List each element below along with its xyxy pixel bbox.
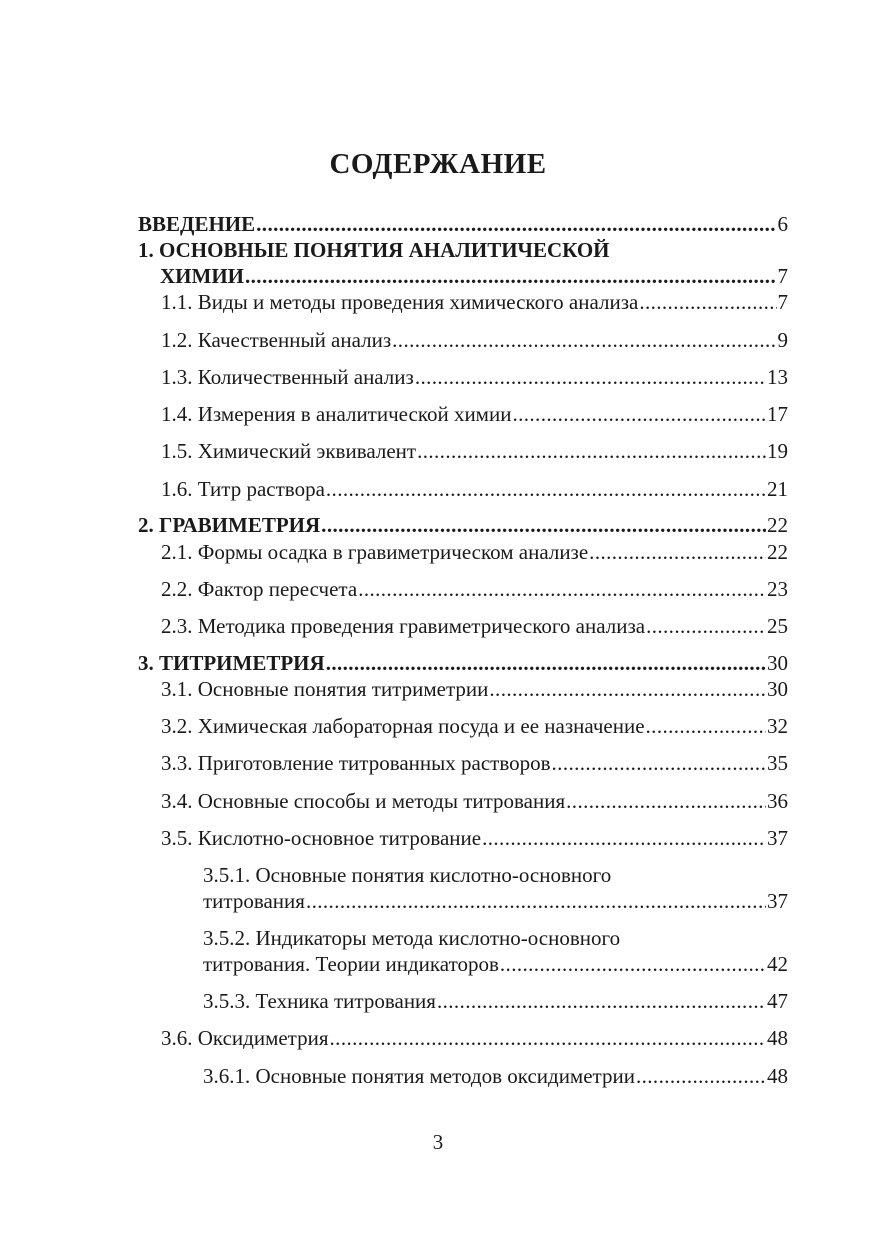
toc-entry-label: 3.3. Приготовление титрованных растворов <box>161 751 551 775</box>
toc-entry-page: 30 <box>767 677 788 701</box>
toc-entry-page: 19 <box>767 439 788 463</box>
toc-entry[interactable] <box>138 650 788 676</box>
toc-entry[interactable] <box>161 364 788 390</box>
toc-entry[interactable] <box>203 1063 788 1089</box>
toc-entry[interactable] <box>203 888 788 914</box>
toc-entry-page: 17 <box>767 402 788 426</box>
toc-entry[interactable] <box>138 512 788 538</box>
toc-entry-label: 1.4. Измерения в аналитической химии <box>161 402 512 426</box>
toc-entry[interactable] <box>161 825 788 851</box>
toc-entry-label: 3.6. Оксидиметрия <box>161 1026 329 1050</box>
toc-entry[interactable] <box>161 576 788 602</box>
toc-entry-label: 3.1. Основные понятия титриметрии <box>161 677 489 701</box>
toc-entry[interactable] <box>161 750 788 776</box>
toc-entry[interactable] <box>203 988 788 1014</box>
toc-entry-page: 22 <box>767 513 788 537</box>
toc-leader-dots <box>636 1063 766 1089</box>
toc-leader-dots <box>245 263 777 289</box>
toc-entry-label: 2.3. Методика проведения гравиметрического анализа <box>161 614 646 638</box>
toc-entry[interactable] <box>161 289 788 315</box>
toc-entry-page: 9 <box>777 328 788 352</box>
toc-entry-label: 1.1. Виды и методы проведения химического анализа <box>161 290 639 314</box>
toc-entry-label: ВВЕДЕНИЕ <box>138 212 256 236</box>
toc-entry-label: титрования <box>203 889 305 913</box>
toc-entry-label: 3. ТИТРИМЕТРИЯ <box>138 651 325 675</box>
toc-entry-label: 3.2. Химическая лабораторная посуда и ее назначение <box>161 714 645 738</box>
toc-leader-dots <box>646 613 766 639</box>
toc-entry-label: 1.5. Химический эквивалент <box>161 439 417 463</box>
toc-entry-page: 47 <box>767 989 788 1013</box>
toc-entry-label: 3.4. Основные способы и методы титрования <box>161 789 566 813</box>
toc-leader-dots <box>326 650 766 676</box>
toc-entry-page: 48 <box>767 1064 788 1088</box>
toc-leader-dots <box>512 401 766 427</box>
page-number: 3 <box>432 1130 444 1154</box>
toc-leader-dots <box>330 1025 766 1051</box>
toc-entry-page: 37 <box>767 889 788 913</box>
toc-entry-page: 22 <box>767 540 788 564</box>
page-title: СОДЕРЖАНИЕ <box>329 148 547 180</box>
toc-entry-label: 2.2. Фактор пересчета <box>161 577 358 601</box>
toc-entry[interactable] <box>160 263 788 289</box>
toc-entry-label: 2.1. Формы осадка в гравиметрическом анализе <box>161 540 589 564</box>
toc-entry-page: 6 <box>777 212 788 236</box>
toc-entry[interactable] <box>161 713 788 739</box>
toc-leader-dots <box>639 289 776 315</box>
toc-entry-label: 1.3. Количественный анализ <box>161 365 414 389</box>
toc-entry-label: 3.5. Кислотно-основное титрование <box>161 826 482 850</box>
toc-entry-page: 30 <box>767 651 788 675</box>
toc-entry-page: 21 <box>767 477 788 501</box>
toc-entry[interactable] <box>203 951 788 977</box>
toc-leader-dots <box>646 713 766 739</box>
toc-entry-page: 37 <box>767 826 788 850</box>
toc-entry-page: 23 <box>767 577 788 601</box>
toc-entry-label: 1.2. Качественный анализ <box>161 328 392 352</box>
toc-leader-dots <box>417 438 766 464</box>
toc-entry-label: 3.6.1. Основные понятия методов оксидиметрии <box>203 1064 635 1088</box>
toc-leader-dots <box>482 825 766 851</box>
toc-leader-dots <box>589 539 766 565</box>
toc-entry-page: 35 <box>767 751 788 775</box>
toc-leader-dots <box>392 327 776 353</box>
toc-entry[interactable] <box>161 438 788 464</box>
toc-leader-dots <box>566 788 766 814</box>
toc-entry-label: титрования. Теории индикаторов <box>203 952 499 976</box>
toc-leader-dots <box>552 750 766 776</box>
toc-entry-label: ХИМИИ <box>160 264 244 288</box>
toc-entry-label: 1.6. Титр раствора <box>161 477 325 501</box>
toc-entry-label: 3.5.3. Техника титрования <box>203 989 436 1013</box>
toc-entry[interactable] <box>161 401 788 427</box>
toc-leader-dots <box>437 988 766 1014</box>
toc-entry-page: 13 <box>767 365 788 389</box>
toc-leader-dots <box>489 676 766 702</box>
toc-leader-dots <box>256 211 776 237</box>
toc-entry-label-line1: 3.5.1. Основные понятия кислотно-основного <box>203 863 612 887</box>
toc-entry-page: 48 <box>767 1026 788 1050</box>
toc-entry-page: 32 <box>767 714 788 738</box>
toc-leader-dots <box>306 888 766 914</box>
toc-leader-dots <box>326 476 766 502</box>
toc-leader-dots <box>500 951 766 977</box>
toc-entry[interactable] <box>138 211 788 237</box>
toc-entry[interactable] <box>161 1025 788 1051</box>
toc-leader-dots <box>358 576 766 602</box>
toc-entry-label-line1: 3.5.2. Индикаторы метода кислотно-основного <box>203 926 621 950</box>
toc-leader-dots <box>321 512 766 538</box>
toc-entry-label-line1: 1. ОСНОВНЫЕ ПОНЯТИЯ АНАЛИТИЧЕСКОЙ <box>138 238 610 262</box>
toc-entry-page: 42 <box>767 952 788 976</box>
toc-entry-page: 7 <box>777 290 788 314</box>
toc-entry-page: 7 <box>777 264 788 288</box>
toc-entry[interactable] <box>161 327 788 353</box>
toc-entry[interactable] <box>161 613 788 639</box>
toc-leader-dots <box>415 364 766 390</box>
toc-entry[interactable] <box>161 788 788 814</box>
toc-entry[interactable] <box>161 476 788 502</box>
toc-entry-page: 25 <box>767 614 788 638</box>
toc-entry-page: 36 <box>767 789 788 813</box>
toc-entry[interactable] <box>161 539 788 565</box>
toc-entry[interactable] <box>161 676 788 702</box>
toc-entry-label: 2. ГРАВИМЕТРИЯ <box>138 513 321 537</box>
